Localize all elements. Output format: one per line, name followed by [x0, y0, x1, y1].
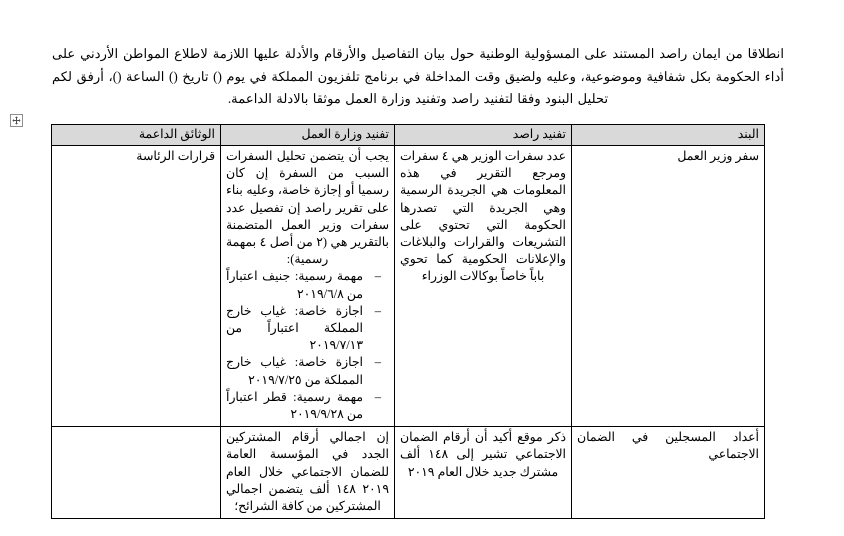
cell-wathaiq-text: قرارات الرئاسة — [136, 149, 215, 163]
cell-band-text: أعداد المسجلين في الضمان الاجتماعي — [577, 430, 759, 462]
cell-wathaiq — [52, 427, 221, 519]
cell-band-text: سفر وزير العمل — [677, 149, 759, 163]
column-header-wizara: تفنيد وزارة العمل — [221, 125, 395, 146]
table-row — [52, 146, 765, 427]
cell-rased — [395, 427, 572, 519]
cell-rased-text: ذكر موقع أكيد أن أرقام الضمان الاجتماعي تشير إلى ١٤٨ ألف مشترك جديد خلال العام ٢٠١٩ — [400, 430, 566, 479]
cell-band — [572, 427, 765, 519]
cell-rased-text: عدد سفرات الوزير هي ٤ سفرات ومرجع التقرير في هذه المعلومات هي الجريدة الرسمية وهي الجريدة التي تصدرها الحكومة التي تحتوي على التشريعات والقرارات والبلاغات والإعلانات الحكومية كما تحوي باباً خاصاً بوكالات الوزراء — [400, 149, 566, 284]
cell-wizara-intro: يجب أن يتضمن تحليل السفرات السبب من السفرة إن كان رسميا أو إجازة خاصة، وعليه بناء على تقرير راصد إن تفصيل عدد سفرات وزير العمل المتضمنة بالتقرير هي (٢ من أصل ٤ بمهمة رسمية): — [226, 149, 389, 267]
intro-paragraph: انطلاقا من ايمان راصد المستند على المسؤولية الوطنية حول بيان التفاصيل والأرقام والأدلة عليها اللازمة لاطلاع المواطن الأردني على أداء الحكومة بكل شفافية وموضوعية، وعليه ولضيق وقت المداخلة في برنامج تلفزيون المملكة في يوم () تاريخ () الساعة ()، أرفق لكم تحليل البنود وفقا لتفنيد راصد وتفنيد وزارة العمل موثقا بالادلة الداعمة. — [52, 46, 784, 107]
cell-wizara-intro: إن اجمالي أرقام المشتركين الجدد في المؤسسة العامة للضمان الاجتماعي خلال العام ٢٠١٩ ١٤٨ ألف يتضمن اجمالي المشتركين من كافة الشرائح؛ — [226, 430, 389, 514]
list-item: – مهمة رسمية: قطر اعتباراً من ٢٠١٩/٩/٢٨ — [226, 389, 389, 423]
cell-wathaiq — [52, 146, 221, 427]
analysis-table — [51, 124, 765, 519]
table-header-row — [52, 125, 765, 146]
column-header-wathaiq: الوثائق الداعمة — [52, 125, 221, 146]
table-move-handle-icon[interactable] — [10, 114, 23, 127]
list-item: – اجازة خاصة: غياب خارج المملكة اعتباراً من ٢٠١٩/٧/١٣ — [226, 303, 389, 355]
column-header-rased: تفنيد راصد — [395, 125, 572, 146]
cell-wizara — [221, 146, 395, 427]
table-row — [52, 427, 765, 519]
cell-band — [572, 146, 765, 427]
wizara-travel-list — [226, 268, 389, 423]
cell-wizara — [221, 427, 395, 519]
list-item: – اجازة خاصة: غياب خارج المملكة من ٢٠١٩/٧/٢٥ — [226, 354, 389, 388]
list-item: – مهمة رسمية: جنيف اعتباراً من ٢٠١٩/٦/٨ — [226, 268, 389, 302]
cell-rased — [395, 146, 572, 427]
column-header-band: البند — [572, 125, 765, 146]
